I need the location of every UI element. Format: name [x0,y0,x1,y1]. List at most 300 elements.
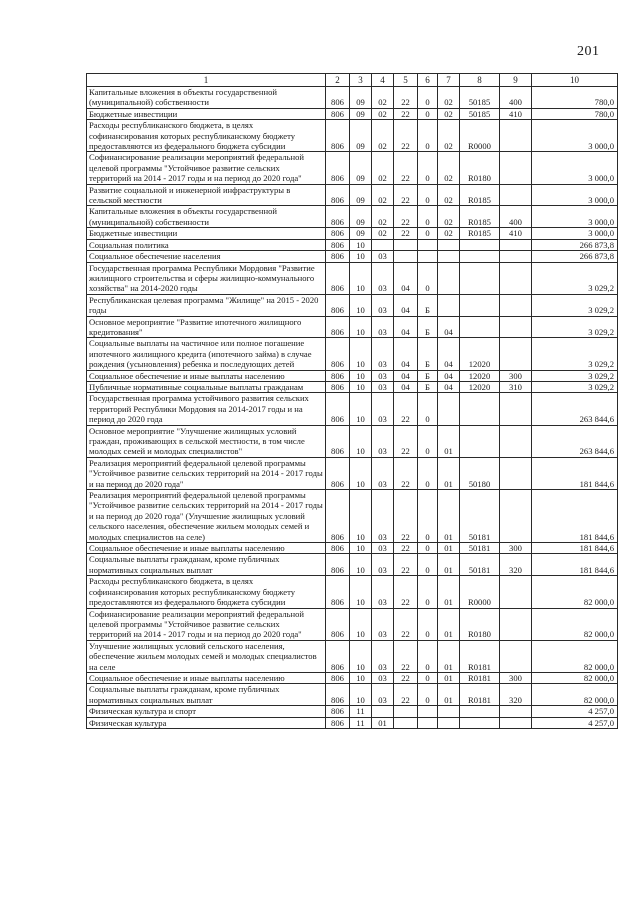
subsection-code-cell: 03 [372,338,394,370]
section-code-cell: 10 [350,294,372,316]
amount-cell: 3 000,0 [532,228,618,239]
activity-code-cell: 01 [438,608,460,640]
amount-cell: 82 000,0 [532,608,618,640]
section-code-cell: 10 [350,457,372,489]
header-cell: 6 [418,74,438,87]
direction-code-cell [460,251,500,262]
subsection-code-cell: 02 [372,206,394,228]
expense-type-code-cell [500,706,532,717]
row-name-cell: Капитальные вложения в объекты государственной (муниципальной) собственности [87,87,326,109]
direction-code-cell: R0185 [460,206,500,228]
section-code-cell: 09 [350,120,372,152]
amount-cell: 266 873,8 [532,239,618,250]
subsection-code-cell: 03 [372,425,394,457]
program-code-cell: 22 [394,457,418,489]
subsection-code-cell: 02 [372,184,394,206]
table-row [87,206,618,228]
subprogram-code-cell: 0 [418,152,438,184]
program-code-cell: 22 [394,554,418,576]
amount-cell: 263 844,6 [532,393,618,425]
ministry-code-cell: 806 [326,228,350,239]
section-code-cell: 09 [350,206,372,228]
amount-cell: 4 257,0 [532,706,618,717]
header-cell: 2 [326,74,350,87]
activity-code-cell: 04 [438,338,460,370]
row-name-cell: Социальные выплаты на частичное или полное погашение ипотечного жилищного кредита (ипотечного займа) в случае рождения (усыновления) ребенка и последующих детей [87,338,326,370]
subprogram-code-cell [418,717,438,728]
activity-code-cell: 02 [438,120,460,152]
amount-cell: 82 000,0 [532,576,618,608]
amount-cell: 4 257,0 [532,717,618,728]
section-code-cell: 09 [350,152,372,184]
program-code-cell: 22 [394,672,418,683]
subprogram-code-cell: 0 [418,120,438,152]
ministry-code-cell: 806 [326,370,350,381]
section-code-cell: 09 [350,87,372,109]
direction-code-cell: R0000 [460,120,500,152]
activity-code-cell: 01 [438,490,460,543]
subprogram-code-cell: Б [418,294,438,316]
ministry-code-cell: 806 [326,381,350,392]
row-name-cell: Физическая культура [87,717,326,728]
ministry-code-cell: 806 [326,108,350,119]
amount-cell: 181 844,6 [532,554,618,576]
subsection-code-cell: 02 [372,108,394,119]
expense-type-code-cell: 320 [500,684,532,706]
activity-code-cell [438,239,460,250]
direction-code-cell [460,316,500,338]
program-code-cell: 04 [394,294,418,316]
row-name-cell: Основное мероприятие "Улучшение жилищных условий граждан, проживающих в сельской местности, в том числе молодых семей и молодых специалистов" [87,425,326,457]
subsection-code-cell: 03 [372,457,394,489]
table-row [87,717,618,728]
ministry-code-cell: 806 [326,457,350,489]
amount-cell: 780,0 [532,108,618,119]
section-code-cell: 10 [350,640,372,672]
table-row [87,672,618,683]
activity-code-cell [438,706,460,717]
row-name-cell: Социальное обеспечение и иные выплаты населению [87,672,326,683]
row-name-cell: Социальные выплаты гражданам, кроме публичных нормативных социальных выплат [87,554,326,576]
program-code-cell: 22 [394,543,418,554]
header-cell: 5 [394,74,418,87]
section-code-cell: 10 [350,672,372,683]
amount-cell: 3 029,2 [532,338,618,370]
row-name-cell: Бюджетные инвестиции [87,108,326,119]
table-row [87,490,618,543]
program-code-cell: 22 [394,425,418,457]
activity-code-cell: 01 [438,554,460,576]
program-code-cell: 22 [394,206,418,228]
table-row [87,108,618,119]
amount-cell: 3 029,2 [532,370,618,381]
expense-type-code-cell [500,717,532,728]
subprogram-code-cell: 0 [418,393,438,425]
section-code-cell: 10 [350,370,372,381]
subsection-code-cell: 03 [372,251,394,262]
activity-code-cell: 01 [438,425,460,457]
activity-code-cell: 01 [438,672,460,683]
table-row [87,294,618,316]
row-name-cell: Публичные нормативные социальные выплаты гражданам [87,381,326,392]
expense-type-code-cell: 300 [500,370,532,381]
direction-code-cell [460,239,500,250]
amount-cell: 266 873,8 [532,251,618,262]
section-code-cell: 10 [350,490,372,543]
section-code-cell: 10 [350,239,372,250]
program-code-cell: 22 [394,152,418,184]
subsection-code-cell: 03 [372,370,394,381]
ministry-code-cell: 806 [326,294,350,316]
program-code-cell: 04 [394,316,418,338]
table-row [87,684,618,706]
direction-code-cell: 50181 [460,543,500,554]
subsection-code-cell: 03 [372,294,394,316]
subprogram-code-cell: Б [418,338,438,370]
row-name-cell: Социальное обеспечение и иные выплаты населению [87,543,326,554]
row-name-cell: Расходы республиканского бюджета, в целях софинансирования которых республиканскому бюджету предоставляются из федерального бюджета субсидии [87,120,326,152]
activity-code-cell: 01 [438,457,460,489]
row-name-cell: Расходы республиканского бюджета, в целях софинансирования которых республиканскому бюджету предоставляются из федерального бюджета субсидии [87,576,326,608]
activity-code-cell: 01 [438,640,460,672]
activity-code-cell: 04 [438,381,460,392]
program-code-cell: 04 [394,381,418,392]
direction-code-cell: R0181 [460,684,500,706]
activity-code-cell: 04 [438,316,460,338]
section-code-cell: 10 [350,576,372,608]
subprogram-code-cell: 0 [418,425,438,457]
direction-code-cell: R0180 [460,608,500,640]
section-code-cell: 11 [350,706,372,717]
ministry-code-cell: 806 [326,184,350,206]
program-code-cell: 22 [394,608,418,640]
table-row [87,152,618,184]
table-row [87,393,618,425]
subprogram-code-cell: 0 [418,457,438,489]
subprogram-code-cell: 0 [418,108,438,119]
expense-type-code-cell [500,490,532,543]
amount-cell: 3 000,0 [532,152,618,184]
table-row [87,370,618,381]
direction-code-cell: R0185 [460,228,500,239]
subsection-code-cell: 03 [372,393,394,425]
expense-type-code-cell [500,425,532,457]
section-code-cell: 10 [350,425,372,457]
ministry-code-cell: 806 [326,543,350,554]
expense-type-code-cell [500,262,532,294]
subprogram-code-cell: Б [418,370,438,381]
expense-type-code-cell [500,576,532,608]
header-cell: 8 [460,74,500,87]
row-name-cell: Улучшение жилищных условий сельского населения, обеспечение жильем молодых семей и молодых специалистов на селе [87,640,326,672]
section-code-cell: 10 [350,543,372,554]
table-row [87,576,618,608]
section-code-cell: 10 [350,381,372,392]
activity-code-cell: 02 [438,87,460,109]
direction-code-cell [460,393,500,425]
subprogram-code-cell [418,239,438,250]
activity-code-cell: 02 [438,184,460,206]
activity-code-cell [438,262,460,294]
subprogram-code-cell: Б [418,316,438,338]
section-code-cell: 10 [350,684,372,706]
expense-type-code-cell: 410 [500,108,532,119]
subprogram-code-cell: 0 [418,640,438,672]
ministry-code-cell: 806 [326,87,350,109]
row-name-cell: Социальное обеспечение населения [87,251,326,262]
subsection-code-cell: 03 [372,316,394,338]
row-name-cell: Развитие социальной и инженерной инфраструктуры в сельской местности [87,184,326,206]
program-code-cell: 22 [394,228,418,239]
direction-code-cell: 50185 [460,108,500,119]
activity-code-cell: 01 [438,543,460,554]
table-row [87,120,618,152]
header-cell: 9 [500,74,532,87]
subprogram-code-cell: 0 [418,87,438,109]
table-header-row [87,74,618,87]
activity-code-cell: 02 [438,108,460,119]
subsection-code-cell: 03 [372,684,394,706]
amount-cell: 181 844,6 [532,543,618,554]
subprogram-code-cell: 0 [418,554,438,576]
subprogram-code-cell: 0 [418,608,438,640]
subprogram-code-cell: 0 [418,672,438,683]
subsection-code-cell: 03 [372,490,394,543]
subsection-code-cell: 01 [372,717,394,728]
table-row [87,239,618,250]
expense-type-code-cell [500,239,532,250]
amount-cell: 82 000,0 [532,684,618,706]
activity-code-cell [438,251,460,262]
expense-type-code-cell [500,152,532,184]
program-code-cell [394,251,418,262]
expense-type-code-cell [500,393,532,425]
header-cell: 1 [87,74,326,87]
section-code-cell: 10 [350,393,372,425]
subprogram-code-cell: 0 [418,262,438,294]
direction-code-cell: R0181 [460,672,500,683]
expense-type-code-cell [500,640,532,672]
direction-code-cell [460,717,500,728]
section-code-cell: 10 [350,251,372,262]
row-name-cell: Физическая культура и спорт [87,706,326,717]
expense-type-code-cell [500,184,532,206]
subsection-code-cell: 03 [372,381,394,392]
table-row [87,228,618,239]
program-code-cell: 22 [394,640,418,672]
program-code-cell: 04 [394,262,418,294]
ministry-code-cell: 806 [326,717,350,728]
activity-code-cell [438,294,460,316]
activity-code-cell: 02 [438,228,460,239]
ministry-code-cell: 806 [326,706,350,717]
row-name-cell: Софинансирование реализации мероприятий федеральной целевой программы "Устойчивое развитие сельских территорий на 2014 - 2017 годы и на период до 2020 года" [87,152,326,184]
table-row [87,554,618,576]
program-code-cell: 22 [394,184,418,206]
subsection-code-cell: 02 [372,87,394,109]
subprogram-code-cell: 0 [418,543,438,554]
row-name-cell: Социальная политика [87,239,326,250]
activity-code-cell: 01 [438,684,460,706]
direction-code-cell: R0185 [460,184,500,206]
row-name-cell: Софинансирование реализации мероприятий федеральной целевой программы "Устойчивое развитие сельских территорий на 2014 - 2017 годы и на период до 2020 года" [87,608,326,640]
subsection-code-cell: 03 [372,576,394,608]
program-code-cell [394,706,418,717]
ministry-code-cell: 806 [326,239,350,250]
program-code-cell: 22 [394,108,418,119]
amount-cell: 3 029,2 [532,316,618,338]
program-code-cell: 22 [394,684,418,706]
ministry-code-cell: 806 [326,672,350,683]
direction-code-cell: R0181 [460,640,500,672]
subprogram-code-cell: 0 [418,184,438,206]
ministry-code-cell: 806 [326,316,350,338]
section-code-cell: 11 [350,717,372,728]
subprogram-code-cell: 0 [418,684,438,706]
amount-cell: 3 000,0 [532,120,618,152]
direction-code-cell [460,706,500,717]
subsection-code-cell [372,706,394,717]
direction-code-cell: 12020 [460,370,500,381]
ministry-code-cell: 806 [326,608,350,640]
ministry-code-cell: 806 [326,251,350,262]
ministry-code-cell: 806 [326,262,350,294]
program-code-cell: 22 [394,490,418,543]
expense-type-code-cell [500,120,532,152]
amount-cell: 263 844,6 [532,425,618,457]
section-code-cell: 09 [350,184,372,206]
section-code-cell: 10 [350,338,372,370]
amount-cell: 3 000,0 [532,184,618,206]
section-code-cell: 10 [350,262,372,294]
ministry-code-cell: 806 [326,120,350,152]
expense-type-code-cell: 300 [500,543,532,554]
subsection-code-cell [372,239,394,250]
ministry-code-cell: 806 [326,684,350,706]
table-row [87,425,618,457]
table-row [87,457,618,489]
table-row [87,640,618,672]
row-name-cell: Реализация мероприятий федеральной целевой программы "Устойчивое развитие сельских территорий на 2014 - 2017 годы и на период до 2020 года" [87,457,326,489]
table-row [87,316,618,338]
subsection-code-cell: 03 [372,640,394,672]
table-row [87,184,618,206]
expense-type-code-cell [500,316,532,338]
direction-code-cell: 12020 [460,338,500,370]
subsection-code-cell: 02 [372,120,394,152]
direction-code-cell: 50181 [460,554,500,576]
subprogram-code-cell: Б [418,381,438,392]
ministry-code-cell: 806 [326,554,350,576]
section-code-cell: 09 [350,108,372,119]
ministry-code-cell: 806 [326,206,350,228]
activity-code-cell: 04 [438,370,460,381]
ministry-code-cell: 806 [326,490,350,543]
header-cell: 7 [438,74,460,87]
expense-type-code-cell: 300 [500,672,532,683]
expense-type-code-cell: 400 [500,206,532,228]
subsection-code-cell: 03 [372,543,394,554]
subsection-code-cell: 02 [372,152,394,184]
expense-type-code-cell [500,608,532,640]
header-cell: 4 [372,74,394,87]
expense-type-code-cell: 310 [500,381,532,392]
row-name-cell: Социальные выплаты гражданам, кроме публичных нормативных социальных выплат [87,684,326,706]
expense-type-code-cell: 400 [500,87,532,109]
subsection-code-cell: 03 [372,672,394,683]
table-row [87,251,618,262]
table-row [87,381,618,392]
section-code-cell: 09 [350,228,372,239]
subsection-code-cell: 03 [372,608,394,640]
subprogram-code-cell: 0 [418,228,438,239]
table-row [87,262,618,294]
expense-type-code-cell [500,251,532,262]
ministry-code-cell: 806 [326,576,350,608]
expense-type-code-cell [500,457,532,489]
amount-cell: 3 029,2 [532,262,618,294]
subsection-code-cell: 02 [372,228,394,239]
program-code-cell: 22 [394,576,418,608]
amount-cell: 3 029,2 [532,381,618,392]
direction-code-cell [460,294,500,316]
activity-code-cell: 01 [438,576,460,608]
section-code-cell: 10 [350,316,372,338]
expense-type-code-cell: 320 [500,554,532,576]
section-code-cell: 10 [350,554,372,576]
row-name-cell: Основное мероприятие "Развитие ипотечного жилищного кредитования" [87,316,326,338]
header-cell: 10 [532,74,618,87]
header-cell: 3 [350,74,372,87]
amount-cell: 82 000,0 [532,640,618,672]
row-name-cell: Бюджетные инвестиции [87,228,326,239]
subprogram-code-cell: 0 [418,206,438,228]
direction-code-cell: 50185 [460,87,500,109]
subsection-code-cell: 03 [372,262,394,294]
row-name-cell: Капитальные вложения в объекты государственной (муниципальной) собственности [87,206,326,228]
direction-code-cell: R0180 [460,152,500,184]
table-row [87,87,618,109]
amount-cell: 780,0 [532,87,618,109]
direction-code-cell [460,262,500,294]
table-row [87,706,618,717]
subprogram-code-cell [418,251,438,262]
subprogram-code-cell [418,706,438,717]
row-name-cell: Государственная программа Республики Мордовия "Развитие жилищного строительства и сферы жилищно-коммунального хозяйства" на 2014-2020 годы [87,262,326,294]
row-name-cell: Реализация мероприятий федеральной целевой программы "Устойчивое развитие сельских территорий на 2014 - 2017 годы и на период до 2020 года" (Улучшение жилищных условий сельского населения, обеспечение жильем молодых семей и молодых специалистов на селе) [87,490,326,543]
program-code-cell [394,239,418,250]
amount-cell: 82 000,0 [532,672,618,683]
amount-cell: 3 000,0 [532,206,618,228]
subprogram-code-cell: 0 [418,490,438,543]
program-code-cell: 22 [394,393,418,425]
direction-code-cell: 50180 [460,457,500,489]
expense-type-code-cell [500,294,532,316]
subsection-code-cell: 03 [372,554,394,576]
expense-type-code-cell: 410 [500,228,532,239]
amount-cell: 181 844,6 [532,457,618,489]
direction-code-cell: 50181 [460,490,500,543]
program-code-cell: 04 [394,370,418,381]
expense-type-code-cell [500,338,532,370]
direction-code-cell: R0000 [460,576,500,608]
activity-code-cell: 02 [438,152,460,184]
program-code-cell: 22 [394,87,418,109]
ministry-code-cell: 806 [326,425,350,457]
amount-cell: 3 029,2 [532,294,618,316]
table-row [87,338,618,370]
ministry-code-cell: 806 [326,393,350,425]
